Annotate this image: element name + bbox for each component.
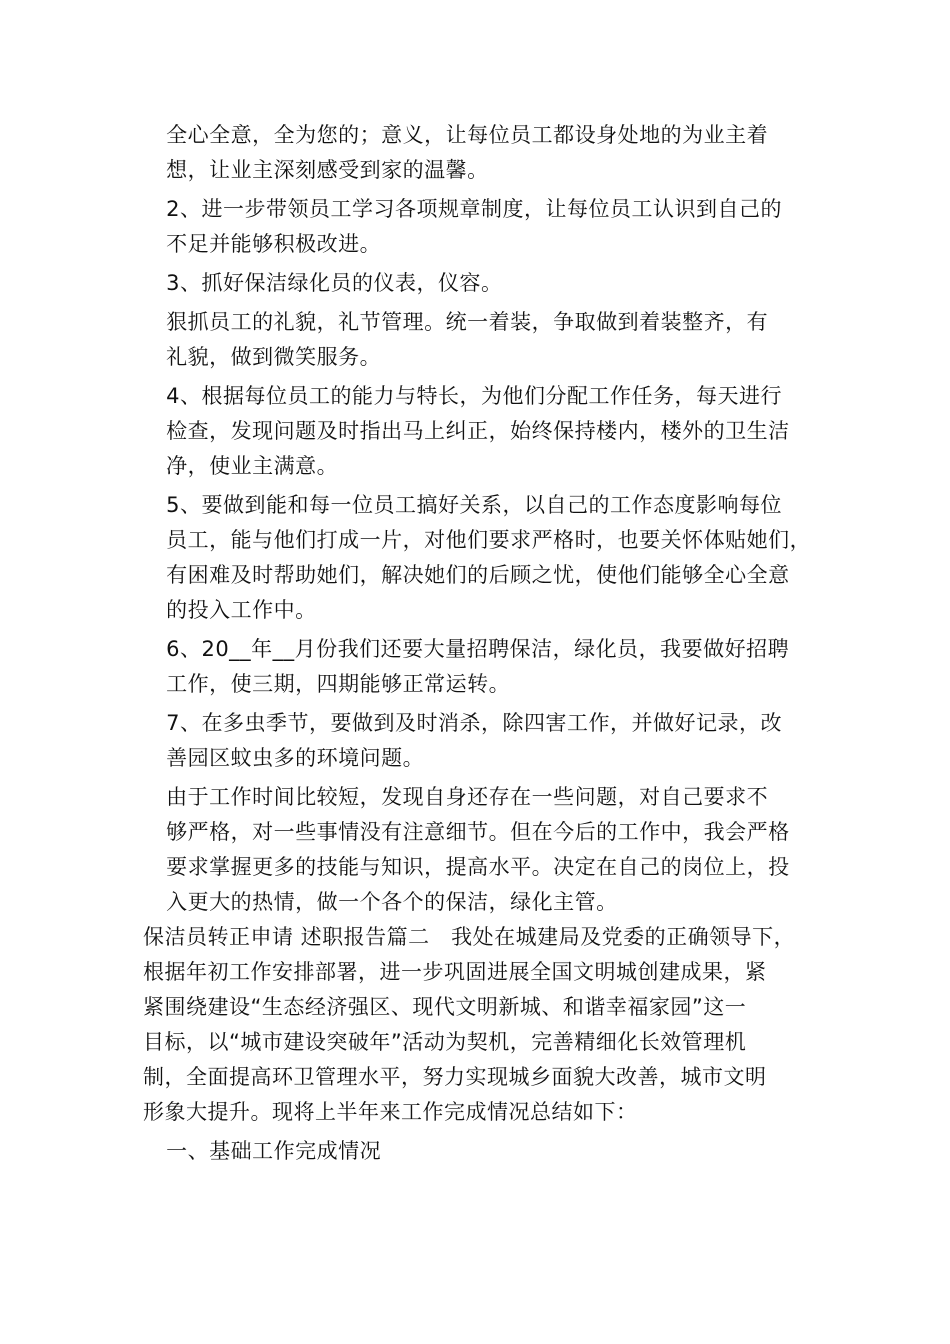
document-body	[143, 118, 812, 1169]
text-line: 保洁员转正申请 述职报告篇二 我处在城建局及党委的正确领导下，	[143, 925, 796, 949]
text-line: 目标，以“城市建设突破年”活动为契机，完善精细化长效管理机	[143, 1030, 747, 1054]
paragraph-item-2	[143, 192, 808, 262]
text-line: 员工，能与他们打成一片，对他们要求严格时，也要关怀体贴她们，	[166, 528, 812, 552]
text-line: 狠抓员工的礼貌，礼节管理。统一着装，争取做到着装整齐，有	[166, 310, 769, 334]
text-line: 由于工作时间比较短，发现自身还存在一些问题，对自己要求不	[166, 785, 769, 809]
paragraph-etiquette	[143, 305, 808, 375]
text-line: 形象大提升。现将上半年来工作完成情况总结如下：	[143, 1100, 638, 1124]
text-line: 4、根据每位员工的能力与特长，为他们分配工作任务，每天进行	[166, 384, 782, 408]
paragraph-item-4	[143, 379, 808, 484]
paragraph-item-3	[143, 266, 808, 301]
text-line: 净，使业主满意。	[166, 454, 339, 478]
text-line: 善园区蚊虫多的环境问题。	[166, 746, 425, 770]
paragraph-item-6	[143, 632, 808, 702]
text-line: 不足并能够积极改进。	[166, 232, 382, 256]
text-line: 3、抓好保洁绿化员的仪表，仪容。	[166, 271, 503, 295]
text-line: 制，全面提高环卫管理水平，努力实现城乡面貌大改善，城市文明	[143, 1065, 767, 1089]
text-line: 紧围绕建设“生态经济强区、现代文明新城、和谐幸福家园”这一	[143, 995, 747, 1019]
text-line: 2、进一步带领员工学习各项规章制度，让每位员工认识到自己的	[166, 197, 782, 221]
paragraph-intro-service	[143, 118, 808, 188]
paragraph-report-part-2	[143, 920, 808, 1130]
text-line: 5、要做到能和每一位员工搞好关系，以自己的工作态度影响每位	[166, 493, 782, 517]
paragraph-item-7	[143, 706, 808, 776]
text-line: 一、基础工作完成情况	[166, 1139, 382, 1163]
paragraph-item-5	[143, 488, 812, 628]
text-line: 有困难及时帮助她们，解决她们的后顾之忧，使他们能够全心全意	[166, 563, 790, 587]
text-line: 想，让业主深刻感受到家的温馨。	[166, 158, 489, 182]
text-line: 根据年初工作安排部署，进一步巩固进展全国文明城创建成果，紧	[143, 960, 767, 984]
text-line: 全心全意，全为您的；意义，让每位员工都设身处地的为业主着	[166, 123, 769, 147]
section-heading-basic-work	[143, 1134, 808, 1169]
text-line: 要求掌握更多的技能与知识，提高水平。决定在自己的岗位上，投	[166, 855, 790, 879]
text-line: 7、在多虫季节，要做到及时消杀，除四害工作，并做好记录，改	[166, 711, 782, 735]
text-line: 够严格，对一些事情没有注意细节。但在今后的工作中，我会严格	[166, 820, 790, 844]
text-line: 礼貌，做到微笑服务。	[166, 345, 382, 369]
text-line: 的投入工作中。	[166, 598, 317, 622]
text-line: 工作，使三期，四期能够正常运转。	[166, 672, 511, 696]
text-line: 6、20__年__月份我们还要大量招聘保洁，绿化员，我要做好招聘	[166, 637, 790, 661]
text-line: 入更大的热情，做一个各个的保洁，绿化主管。	[166, 890, 618, 914]
text-line: 检查，发现问题及时指出马上纠正，始终保持楼内，楼外的卫生洁	[166, 419, 790, 443]
paragraph-self-reflection	[143, 780, 808, 920]
